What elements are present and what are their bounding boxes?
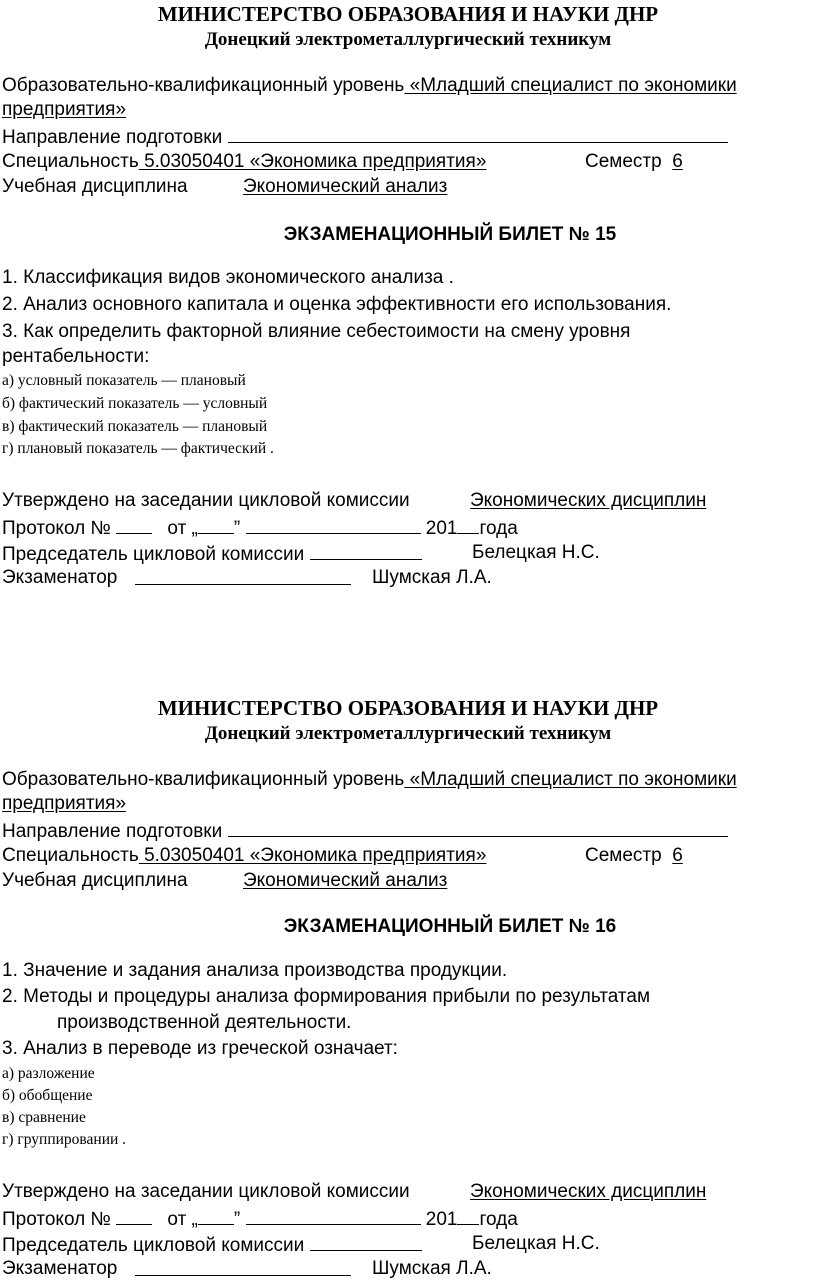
protocol-quote: ” (233, 518, 241, 539)
specialty-value: 5.03050401 «Экономика предприятия» (138, 845, 487, 866)
protocol-day-blank (198, 515, 234, 534)
college-heading: Донецкий электрометаллургический техникум (204, 723, 612, 744)
protocol-line (2, 1206, 518, 1232)
semester-line (585, 844, 683, 868)
question-1: 1. Классификация видов экономического анализа . (2, 267, 454, 288)
approved-value: Экономических дисциплин (470, 1181, 707, 1202)
specialty-line (2, 150, 486, 174)
level-value: «Младший специалист по экономики (404, 75, 737, 96)
ministry-heading: МИНИСТЕРСТВО ОБРАЗОВАНИЯ И НАУКИ ДНР (157, 2, 659, 26)
answer-option-a: а) условный показатель — плановый (2, 372, 246, 389)
question-3: 3. Как определить факторной влияние себестоимости на смену уровня (2, 321, 631, 342)
examiner-signature-blank (135, 566, 351, 585)
semester-value: 6 (672, 151, 683, 172)
chair-line (2, 1232, 422, 1258)
answer-option-b: б) фактический показатель — условный (2, 395, 268, 412)
semester-line (585, 150, 683, 174)
level-label: Образовательно-квалификационный уровень (2, 769, 405, 790)
direction-label: Направление подготовки (2, 821, 223, 842)
question-2: 2. Методы и процедуры анализа формирования прибыли по результатам (2, 986, 651, 1007)
examiner-line (2, 1257, 117, 1281)
answer-option-c: в) сравнение (2, 1109, 86, 1126)
answer-option-b: б) обобщение (2, 1087, 93, 1104)
direction-label: Направление подготовки (2, 127, 223, 148)
protocol-month-blank (246, 1206, 421, 1225)
level-label: Образовательно-квалификационный уровень (2, 75, 405, 96)
protocol-year: 201 (425, 1209, 458, 1230)
approved-label: Утверждено на заседании цикловой комиссии (2, 1181, 410, 1202)
semester-label: Семестр (585, 845, 662, 866)
examiner-label: Экзаменатор (2, 1258, 118, 1279)
protocol-label: Протокол № (2, 518, 111, 539)
level-value-cont: предприятия» (2, 99, 127, 120)
specialty-value: 5.03050401 «Экономика предприятия» (138, 151, 487, 172)
ticket-title: ЭКЗАМЕНАЦИОННЫЙ БИЛЕТ № 16 (283, 916, 617, 937)
level-value-cont: предприятия» (2, 793, 127, 814)
chair-signature-blank (310, 541, 422, 560)
examiner-line (2, 566, 117, 590)
protocol-from: от „ (167, 518, 198, 539)
protocol-year-suffix: года (479, 1209, 518, 1230)
chair-name: Белецкая Н.С. (472, 542, 600, 563)
specialty-label: Специальность (2, 845, 139, 866)
protocol-month-blank (246, 515, 421, 534)
discipline-label: Учебная дисциплина (2, 870, 188, 891)
approved-value: Экономических дисциплин (470, 490, 707, 511)
discipline-value: Экономический анализ (243, 870, 448, 891)
approved-label: Утверждено на заседании цикловой комиссии (2, 490, 410, 511)
discipline-line (2, 869, 188, 893)
protocol-year: 201 (425, 518, 458, 539)
direction-line (2, 818, 728, 844)
question-2: 2. Анализ основного капитала и оценка эффективности его использования. (2, 294, 672, 315)
protocol-year-blank (457, 1206, 479, 1225)
examiner-name: Шумская Л.А. (372, 1258, 492, 1279)
college-heading: Донецкий электрометаллургический техникум (204, 29, 612, 50)
answer-option-a: а) разложение (2, 1065, 95, 1082)
discipline-value: Экономический анализ (243, 176, 448, 197)
protocol-line (2, 515, 518, 541)
level-line (2, 768, 737, 792)
semester-label: Семестр (585, 151, 662, 172)
answer-option-c: в) фактический показатель — плановый (2, 418, 268, 435)
discipline-line (2, 175, 188, 199)
chair-line (2, 541, 422, 567)
chair-name: Белецкая Н.С. (472, 1233, 600, 1254)
question-3-cont: рентабельности: (2, 346, 150, 367)
direction-line (2, 124, 728, 150)
chair-label: Председатель цикловой комиссии (2, 544, 305, 565)
answer-option-d: г) группировании . (2, 1131, 127, 1148)
ministry-heading: МИНИСТЕРСТВО ОБРАЗОВАНИЯ И НАУКИ ДНР (157, 696, 659, 720)
protocol-quote: ” (233, 1209, 241, 1230)
protocol-number-blank (116, 1206, 152, 1225)
semester-value: 6 (672, 845, 683, 866)
level-line (2, 74, 737, 98)
question-1: 1. Значение и задания анализа производства продукции. (2, 960, 508, 981)
specialty-line (2, 844, 486, 868)
examiner-name: Шумская Л.А. (372, 567, 492, 588)
chair-label: Председатель цикловой комиссии (2, 1235, 305, 1256)
direction-blank (228, 124, 728, 143)
question-3: 3. Анализ в переводе из греческой означает: (2, 1038, 398, 1059)
protocol-day-blank (198, 1206, 234, 1225)
protocol-year-blank (457, 515, 479, 534)
protocol-from: от „ (167, 1209, 198, 1230)
examiner-label: Экзаменатор (2, 567, 118, 588)
answer-option-d: г) плановый показатель — фактический . (2, 440, 274, 457)
direction-blank (228, 818, 728, 837)
level-value: «Младший специалист по экономики (404, 769, 737, 790)
examiner-signature-blank (135, 1257, 351, 1276)
discipline-label: Учебная дисциплина (2, 176, 188, 197)
question-2-cont: производственной деятельности. (57, 1012, 352, 1033)
protocol-label: Протокол № (2, 1209, 111, 1230)
protocol-year-suffix: года (479, 518, 518, 539)
specialty-label: Специальность (2, 151, 139, 172)
protocol-number-blank (116, 515, 152, 534)
chair-signature-blank (310, 1232, 422, 1251)
ticket-title: ЭКЗАМЕНАЦИОННЫЙ БИЛЕТ № 15 (283, 224, 617, 245)
